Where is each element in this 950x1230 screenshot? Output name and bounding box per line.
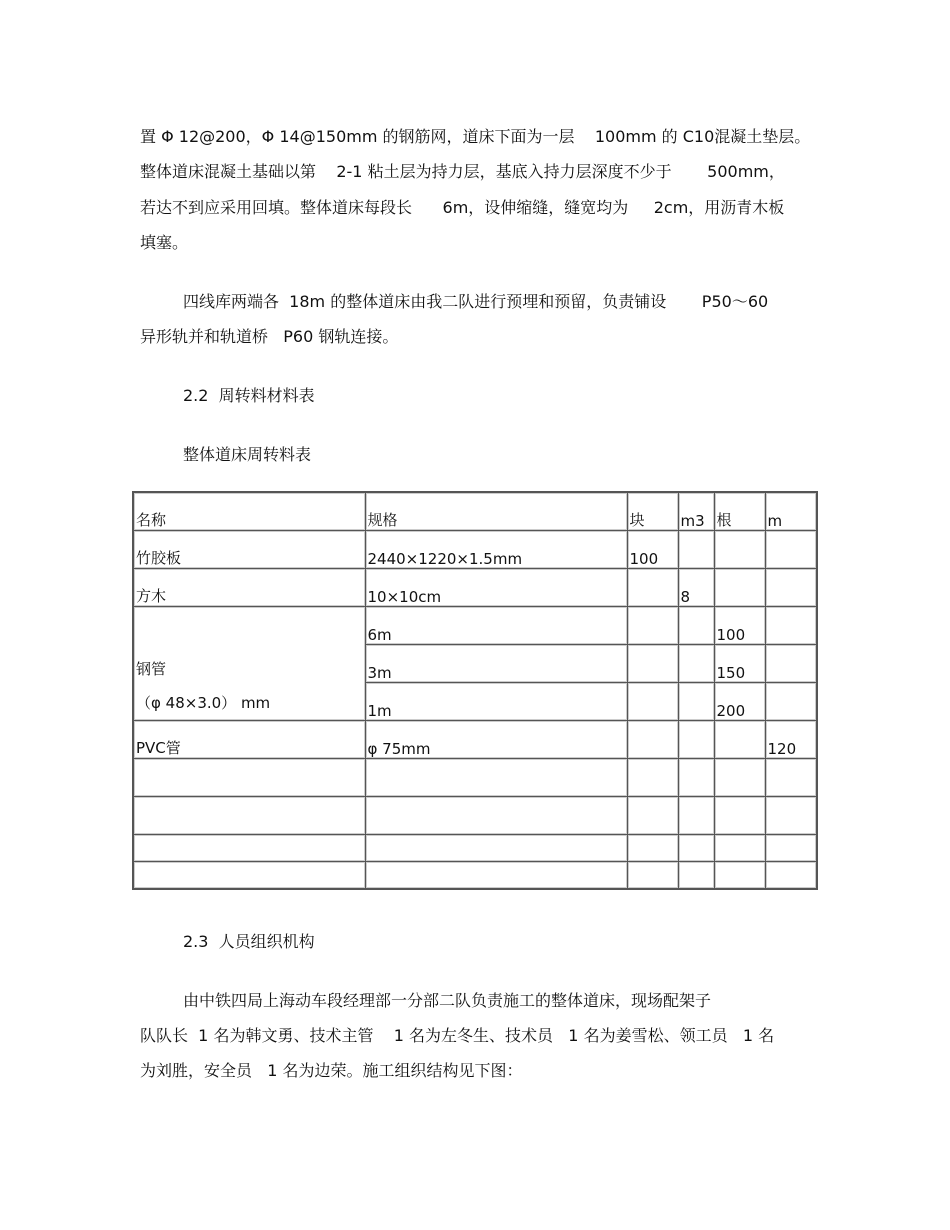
table-cell: 150: [714, 645, 765, 683]
table-cell: 2440×1220×1.5mm: [365, 531, 627, 569]
table-row-empty: [133, 759, 817, 797]
table-cell: [678, 645, 714, 683]
table-cell: [627, 683, 678, 721]
table-cell: [627, 569, 678, 607]
table-cell: [678, 683, 714, 721]
section-heading: 2.3 人员组织机构: [183, 932, 315, 951]
section-heading: 2.2 周转料材料表: [183, 386, 315, 405]
header-cell: 块: [627, 492, 678, 531]
paragraph-line: 由中铁四局上海动车段经理部一分部二队负责施工的整体道床，现场配架子: [183, 991, 712, 1010]
table-cell: φ 75mm: [365, 721, 627, 759]
table-cell: [765, 683, 817, 721]
table-cell: 100: [714, 607, 765, 645]
table-title: 整体道床周转料表: [183, 445, 312, 464]
table-cell: 200: [714, 683, 765, 721]
table-cell: [714, 721, 765, 759]
table-cell: [678, 721, 714, 759]
pipe-name: 钢管: [136, 660, 167, 678]
table-cell: 120: [765, 721, 817, 759]
pipe-spec: （φ 48×3.0） mm: [136, 694, 271, 712]
table-cell: [714, 569, 765, 607]
header-cell: m3: [678, 492, 714, 531]
table-row-empty: [133, 797, 817, 835]
table-cell: [678, 607, 714, 645]
table-header-row: [133, 492, 817, 531]
table-row: [133, 721, 817, 759]
table-row: [133, 607, 817, 645]
paragraph-line: 填塞。: [140, 233, 189, 252]
header-cell: 名称: [133, 492, 365, 531]
paragraph-line: 置 Φ 12@200，Φ 14@150mm 的钢筋网，道床下面为一层 100mm 的 C10混凝土垫层。: [140, 127, 811, 146]
paragraph-line: 整体道床混凝土基础以第 2-1 粘土层为持力层，基底入持力层深度不少于 500mm，: [140, 162, 785, 181]
materials-table: [132, 491, 818, 890]
table-cell: 3m: [365, 645, 627, 683]
paragraph-line: 异形轨并和轨道桥 P60 钢轨连接。: [140, 327, 399, 346]
table-cell-merged: [133, 607, 365, 721]
table-row-empty: [133, 862, 817, 890]
paragraph-line: 队队长 1 名为韩文勇、技术主管 1 名为左冬生、技术员 1 名为姜雪松、领工员 1 名: [140, 1026, 775, 1045]
table-cell: [627, 607, 678, 645]
table-cell: 10×10cm: [365, 569, 627, 607]
paragraph-line: 为刘胜，安全员 1 名为边荣。施工组织结构见下图：: [140, 1061, 523, 1080]
table-cell: 竹胶板: [133, 531, 365, 569]
table-cell: [765, 569, 817, 607]
table-cell: [765, 645, 817, 683]
table-row: [133, 531, 817, 569]
table-row-empty: [133, 835, 817, 862]
table-cell: [627, 721, 678, 759]
table-row: [133, 569, 817, 607]
table-cell: PVC管: [133, 721, 365, 759]
table-cell: [627, 645, 678, 683]
table-cell: [714, 531, 765, 569]
table-cell: 方木: [133, 569, 365, 607]
table-cell: 1m: [365, 683, 627, 721]
table-cell: 6m: [365, 607, 627, 645]
header-cell: 根: [714, 492, 765, 531]
paragraph-line: 若达不到应采用回填。整体道床每段长 6m，设伸缩缝，缝宽均为 2cm，用沥青木板: [140, 198, 785, 217]
table-cell: [678, 531, 714, 569]
table-cell: [765, 531, 817, 569]
header-cell: m: [765, 492, 817, 531]
table-cell: 8: [678, 569, 714, 607]
table-cell: 100: [627, 531, 678, 569]
header-cell: 规格: [365, 492, 627, 531]
table-cell: [765, 607, 817, 645]
paragraph-line: 四线库两端各 18m 的整体道床由我二队进行预埋和预留，负责铺设 P50～60: [183, 292, 769, 311]
